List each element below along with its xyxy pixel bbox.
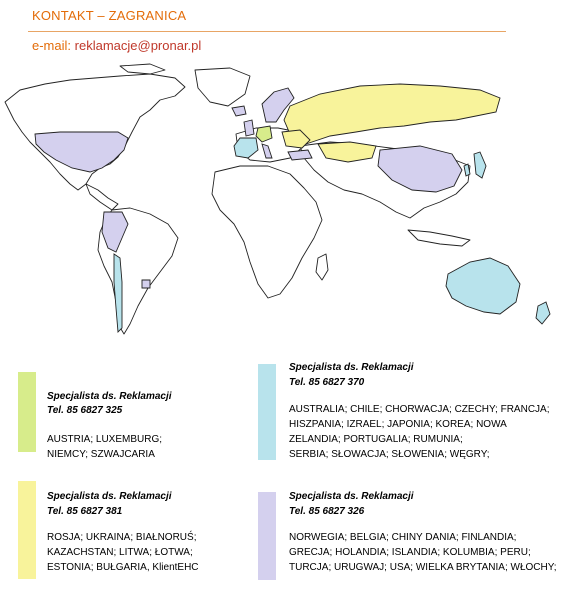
card-country-list: ROSJA; UKRAINA; BIAŁNORUŚ; KAZACHSTAN; LITWA; ŁOTWA; ESTONIA; BUŁGARIA, KlientEHC: [47, 532, 199, 573]
map-central-america: [86, 184, 118, 210]
email-line: [32, 38, 201, 53]
card-country-list: NORWEGIA; BELGIA; CHINY DANIA; FINLANDIA; GRECJA; HOLANDIA; ISLANDIA; KOLUMBIA; PERU; TURCJA; URUGWAJ; USA; WIELKA BRYTANIA; WŁOCHY;: [289, 532, 557, 573]
card-title: Specjalista ds. Reklamacji: [289, 362, 414, 373]
map-new-zealand: [536, 302, 550, 324]
card-country-list: AUSTRALIA; CHILE; CHORWACJA; CZECHY; FRANCJA; HISZPANIA; IZRAEL; JAPONIA; KOREA; NOWA ZELANDIA; PORTUGALIA; RUMUNIA; SERBIA; SŁOWACJA; SŁOWENIA; WĘGRY;: [289, 404, 550, 460]
map-africa: [212, 166, 322, 298]
map-turkey: [288, 150, 312, 160]
color-bar-green: [18, 372, 36, 452]
color-bar-blue: [258, 364, 276, 460]
color-bar-lavender: [258, 492, 276, 580]
map-uk: [244, 120, 254, 136]
email-link[interactable]: reklamacje@pronar.pl: [74, 38, 202, 53]
card-country-list: AUSTRIA; LUXEMBURG; NIEMCY; SZWAJCARIA: [47, 434, 163, 460]
card-phone[interactable]: Tel. 85 6827 325: [47, 405, 123, 416]
header-title: KONTAKT – ZAGRANICA: [32, 8, 187, 23]
map-greenland: [195, 68, 250, 106]
color-bar-yellow: [18, 481, 36, 579]
card-phone[interactable]: Tel. 85 6827 381: [47, 506, 123, 517]
map-madagascar: [316, 254, 328, 280]
map-russia: [284, 84, 500, 146]
card-title: Specjalista ds. Reklamacji: [289, 491, 414, 502]
world-map: [0, 62, 567, 352]
map-arctic-islands: [120, 64, 165, 74]
card-phone[interactable]: Tel. 85 6827 326: [289, 506, 365, 517]
map-iceland: [232, 106, 246, 116]
email-label: e-mail:: [32, 38, 72, 53]
map-uruguay: [142, 280, 150, 288]
card-phone[interactable]: Tel. 85 6827 370: [289, 377, 365, 388]
map-japan: [474, 152, 486, 178]
map-australia: [446, 258, 520, 314]
map-usa: [35, 132, 128, 172]
map-indonesia: [408, 230, 470, 246]
header-divider: [28, 31, 506, 32]
card-title: Specjalista ds. Reklamacji: [47, 391, 172, 402]
map-chile: [114, 254, 122, 332]
card-title: Specjalista ds. Reklamacji: [47, 491, 172, 502]
